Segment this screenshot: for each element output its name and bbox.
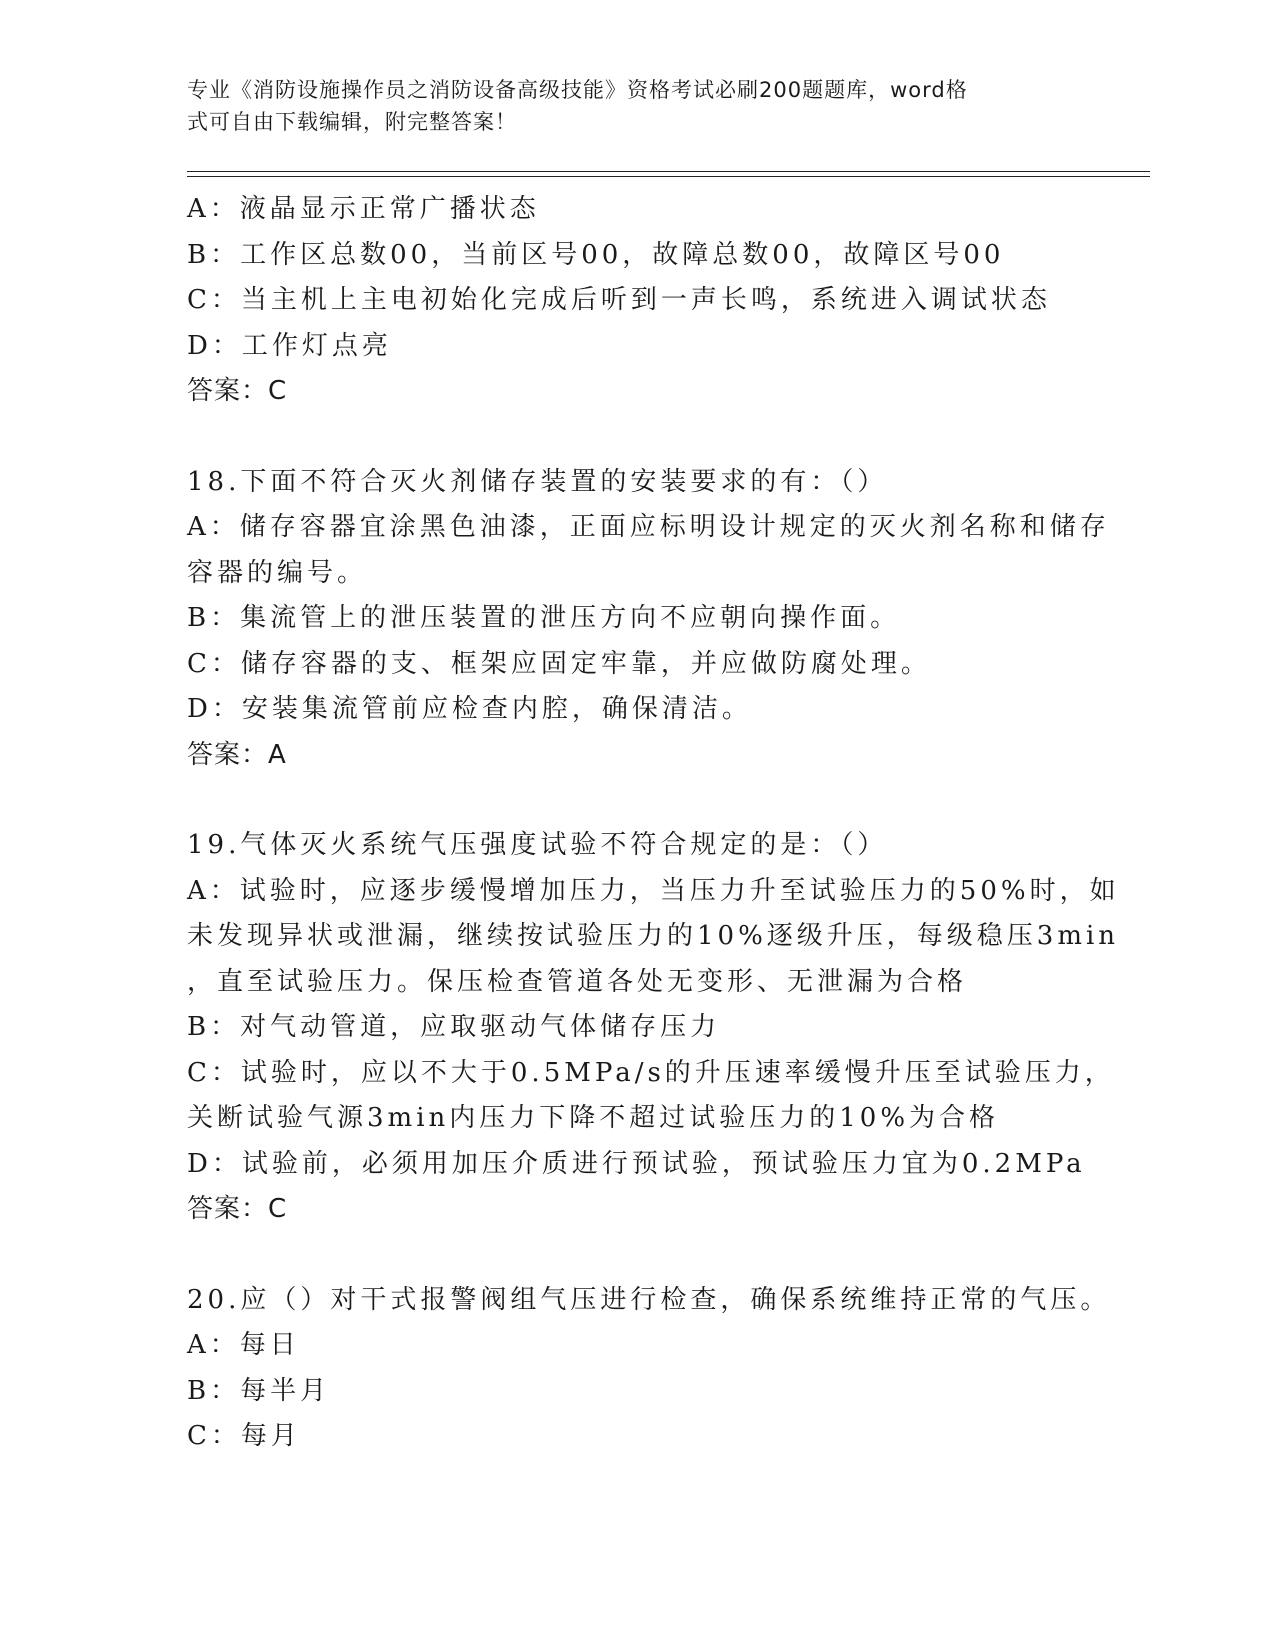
answer: 答案：A	[187, 739, 287, 770]
spacer	[187, 415, 1087, 460]
document-header	[187, 74, 1067, 138]
option-c: C：每月	[187, 1421, 301, 1451]
question-text: 18.下面不符合灭火剂储存装置的安装要求的有：（）	[187, 466, 888, 497]
option-d: D：试验前，必须用加压介质进行预试验，预试验压力宜为0.2MPa	[187, 1148, 1086, 1179]
header-line-1: 专业《消防设施操作员之消防设备高级技能》资格考试必刷200题题库，word格	[187, 78, 968, 102]
option-c: C：试验时，应以不大于0.5MPa/s的升压速率缓慢升压至试验压力，	[187, 1057, 1115, 1088]
spacer	[187, 778, 1087, 823]
option-b: B：每半月	[187, 1375, 331, 1406]
question-19-block	[187, 823, 1120, 1233]
option-a-continued: 容器的编号。	[187, 557, 368, 588]
header-rule-thin	[187, 176, 1150, 177]
option-b: B：工作区总数00，当前区号00，故障总数00，故障区号00	[187, 239, 1005, 270]
header-rule-thick	[187, 171, 1150, 172]
question-text: 19.气体灭火系统气压强度试验不符合规定的是：（）	[187, 830, 888, 860]
option-c: C：当主机上主电初始化完成后听到一声长鸣，系统进入调试状态	[187, 285, 1051, 315]
option-d: D：工作灯点亮	[187, 330, 392, 361]
option-b: B：对气动管道，应取驱动气体储存压力	[187, 1012, 721, 1042]
question-20-block	[187, 1278, 1111, 1460]
option-b: B：集流管上的泄压装置的泄压方向不应朝向操作面。	[187, 603, 901, 633]
option-a: A：储存容器宜涂黑色油漆，正面应标明设计规定的灭火剂名称和储存	[187, 512, 1110, 542]
answer: 答案：C	[187, 1194, 288, 1224]
spacer	[187, 1233, 1087, 1278]
question-text: 20.应（）对干式报警阀组气压进行检查，确保系统维持正常的气压。	[187, 1284, 1111, 1315]
option-c-continued: 关断试验气源3min内压力下降不超过试验压力的10%为合格	[187, 1103, 1000, 1133]
question-content	[187, 187, 1120, 1460]
question-17-block	[187, 187, 1087, 415]
header-line-2: 式可自由下载编辑，附完整答案！	[187, 110, 517, 134]
option-a-continued: 未发现异状或泄漏，继续按试验压力的10%逐级升压，每级稳压3min	[187, 921, 1120, 951]
option-a: A：每日	[187, 1330, 300, 1360]
question-18-block	[187, 460, 1110, 779]
option-c: C：储存容器的支、框架应固定牢靠，并应做防腐处理。	[187, 648, 931, 679]
option-a-continued: ，直至试验压力。保压检查管道各处无变形、无泄漏为合格	[187, 966, 968, 997]
option-a: A：液晶显示正常广播状态	[187, 194, 540, 224]
option-a: A：试验时，应逐步缓慢增加压力，当压力升至试验压力的50%时，如	[187, 875, 1120, 906]
answer: 答案：C	[187, 376, 288, 406]
option-d: D：安装集流管前应检查内腔，确保清洁。	[187, 694, 752, 724]
